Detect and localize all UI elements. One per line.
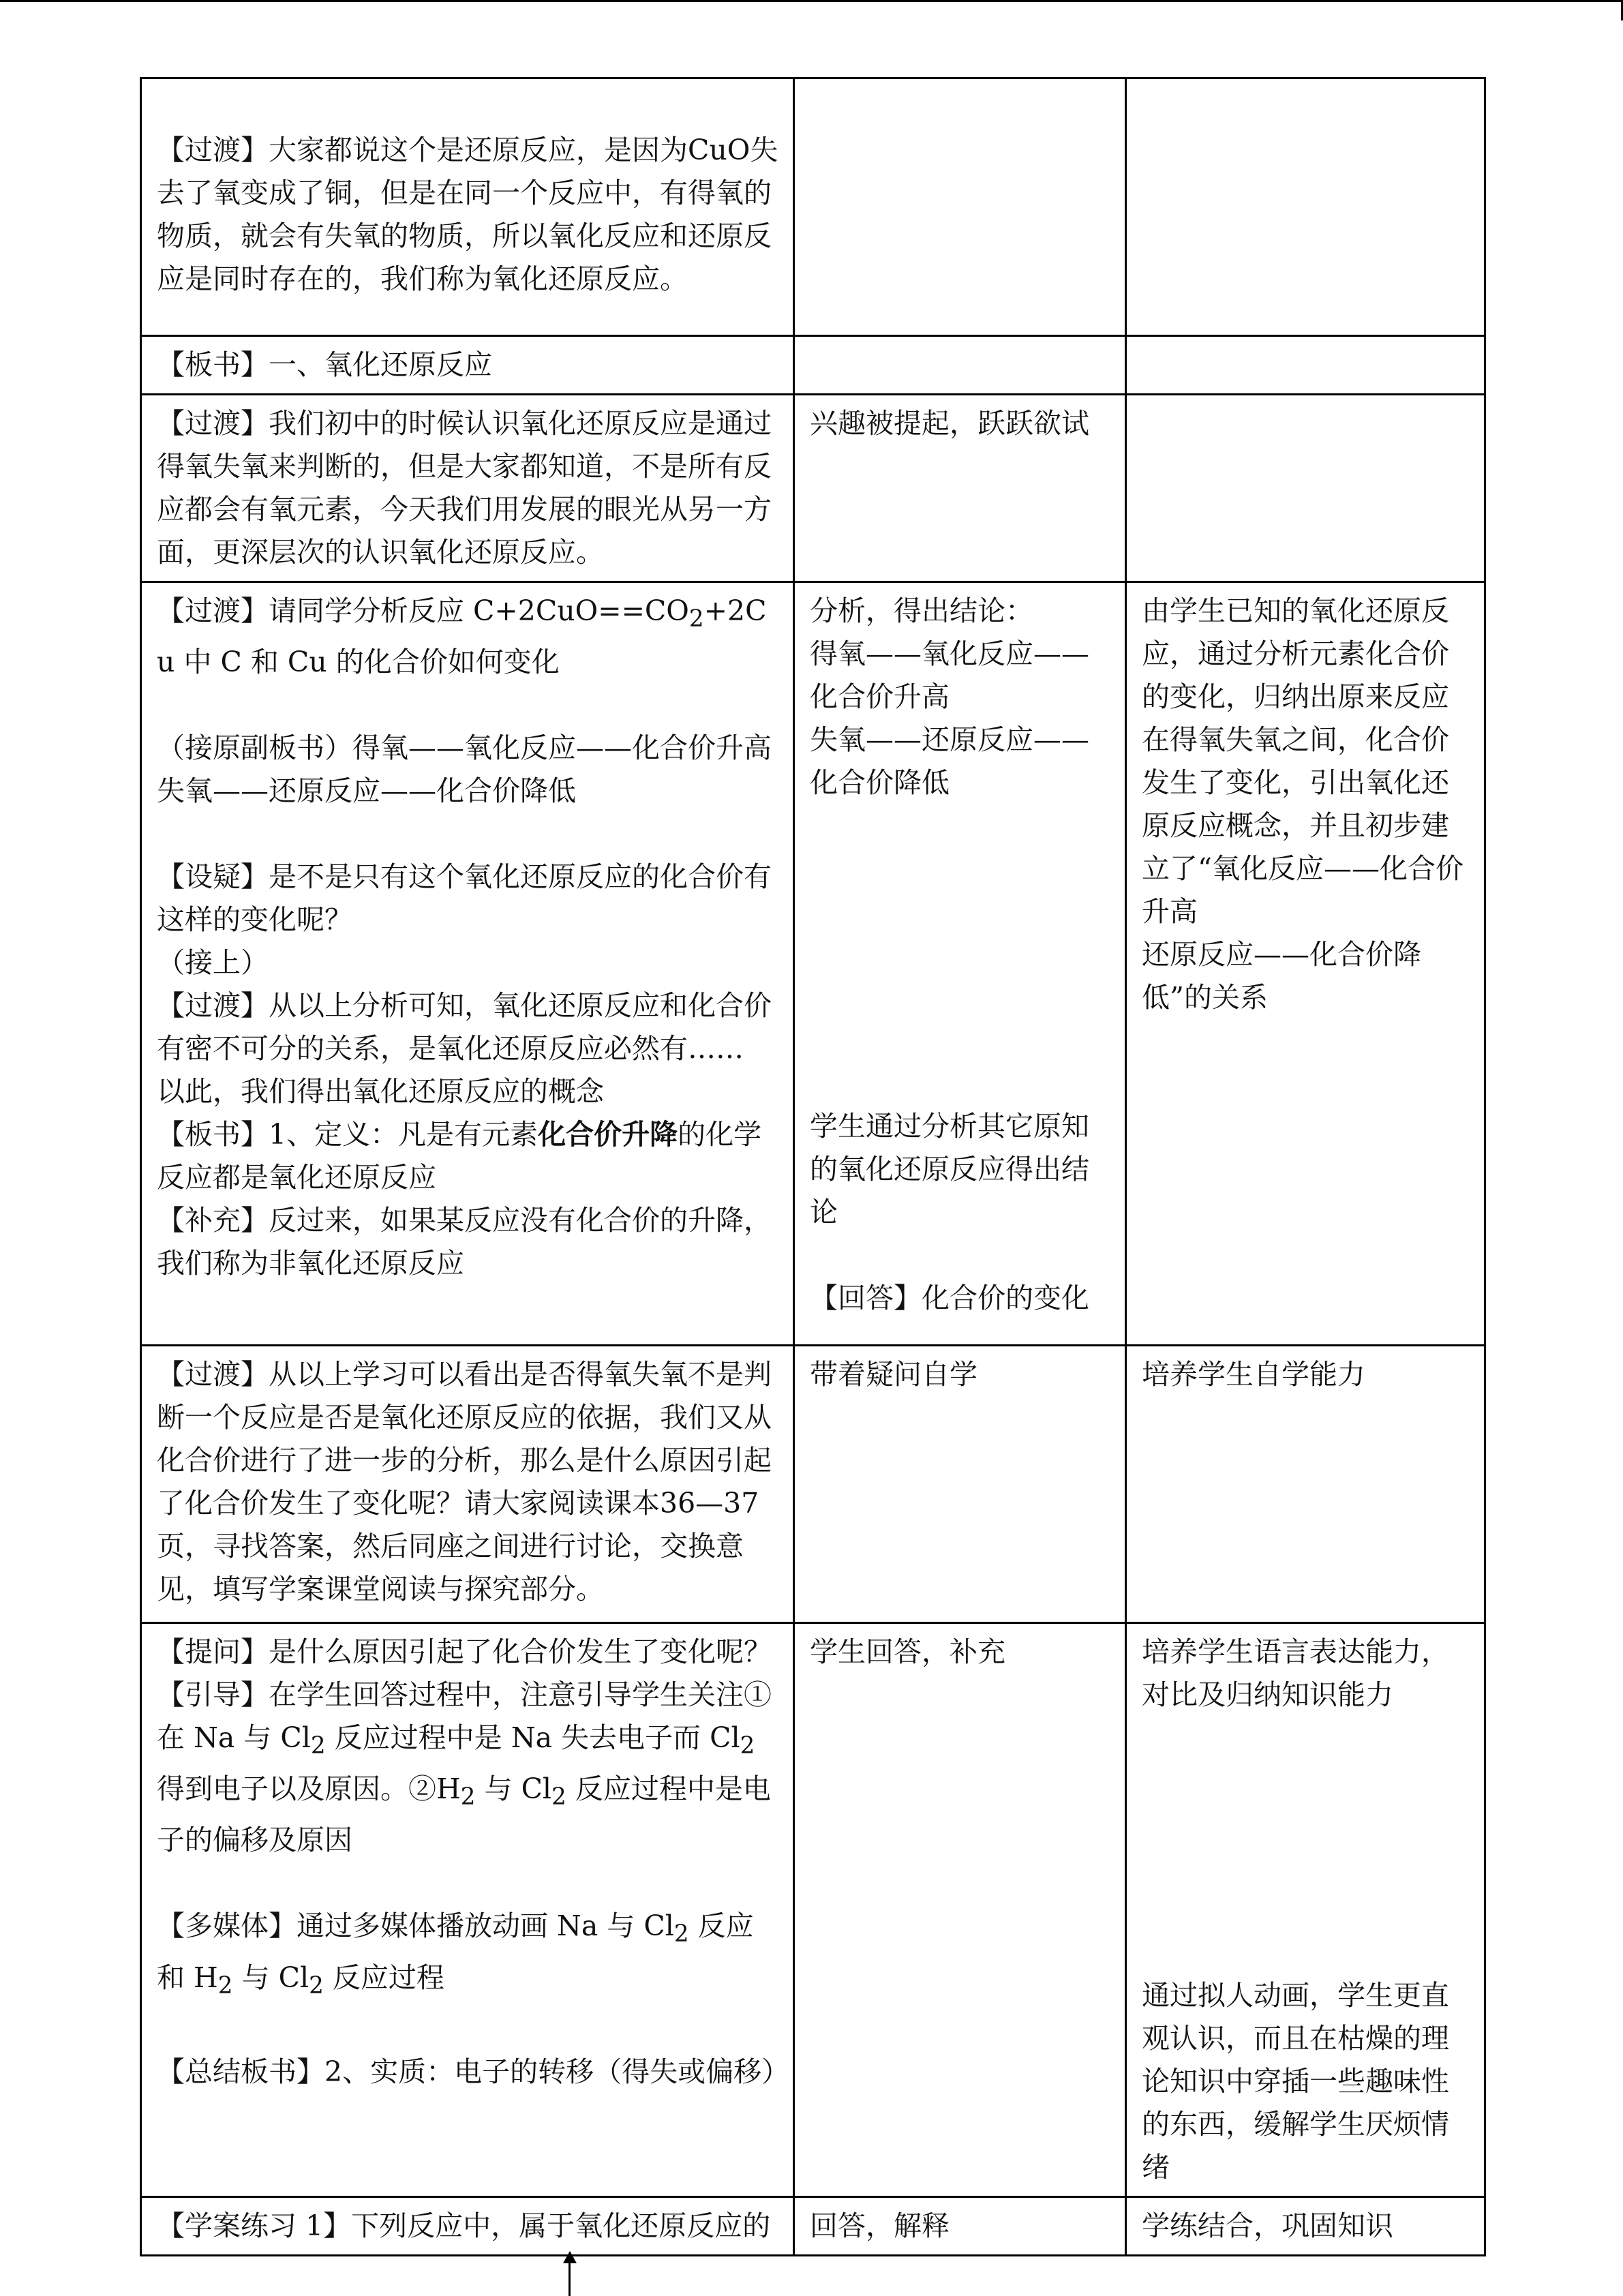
student-cell	[794, 336, 1126, 395]
text-run: 得氧——氧化反应——化合价升高	[810, 637, 1089, 713]
text-run: 与 Cl	[232, 1961, 309, 1994]
text-run: 以此，我们得出氧化还原反应的概念	[157, 1075, 604, 1108]
text-run: （接上）	[157, 946, 269, 980]
lesson-plan-body	[141, 78, 1485, 2256]
text-run: 【过渡】从以上分析可知，氧化还原反应和化合价有密不可分的关系，是氧化还原反应必然有……	[157, 989, 772, 1066]
teacher-cell	[141, 582, 794, 1346]
cell-paragraph	[1142, 1974, 1472, 2189]
text-run: 【设疑】是不是只有这个氧化还原反应的化合价有这样的变化呢？	[157, 860, 772, 937]
cell-paragraph	[157, 727, 780, 770]
text-run: 【补充】反过来，如果某反应没有化合价的升降，我们称为非氧化还原反应	[157, 1204, 772, 1280]
cell-paragraph	[157, 1070, 780, 1113]
cell-paragraph	[1142, 1845, 1472, 1888]
subscript: 2	[740, 1732, 755, 1760]
text-run: 失氧——还原反应——化合价降低	[157, 774, 576, 808]
cell-paragraph	[1142, 1353, 1472, 1396]
table-row	[141, 78, 1485, 336]
student-cell	[794, 1623, 1126, 2197]
text-run: 得到电子以及原因。②H	[157, 1772, 461, 1806]
student-cell	[794, 395, 1126, 582]
cell-paragraph	[157, 1674, 780, 1862]
text-run: 通过拟人动画，学生更直观认识，而且在枯燥的理论知识中穿插一些趣味性的东西，缓解学生厌烦情绪	[1142, 1979, 1449, 2184]
student-cell	[794, 1346, 1126, 1623]
cell-paragraph	[157, 1113, 780, 1199]
text-run: 学生回答，补充	[810, 1635, 1005, 1668]
lesson-plan-table	[140, 77, 1486, 2256]
cell-paragraph	[810, 804, 1112, 847]
text-run: 【板书】1、定义：凡是有元素	[157, 1118, 539, 1151]
text-run: 【多媒体】通过多媒体播放动画 Na 与 Cl	[157, 1909, 674, 1943]
teacher-cell	[141, 2197, 794, 2256]
cell-paragraph	[157, 1905, 780, 2007]
teacher-cell	[141, 336, 794, 395]
cell-paragraph	[157, 1199, 780, 1285]
teacher-cell	[141, 1623, 794, 2197]
text-run: 【板书】一、氧化还原反应	[157, 348, 492, 381]
text-run: 由学生已知的氧化还原反应，通过分析元素化合价的变化，归纳出原来反应在得氧失氧之间，化合价发生了变化，引出氧化还原反应概念，并且初步建立了“氧化反应——化合价升高	[1142, 594, 1463, 928]
cell-paragraph	[810, 1234, 1112, 1277]
text-run: 反应和 H	[157, 1909, 754, 1994]
cell-paragraph	[810, 402, 1112, 445]
text-run: 兴趣被提起，跃跃欲试	[810, 407, 1089, 440]
cell-paragraph	[810, 1353, 1112, 1396]
intent-cell	[1126, 395, 1485, 582]
table-row	[141, 2197, 1485, 2256]
intent-cell	[1126, 1346, 1485, 1623]
teacher-cell	[141, 395, 794, 582]
cell-paragraph	[810, 1631, 1112, 1674]
text-run: 培养学生语言表达能力，对比及归纳知识能力	[1142, 1635, 1449, 1711]
subscript: 2	[673, 1920, 689, 1948]
subscript: 2	[217, 1972, 233, 1999]
text-run: 反应过程	[323, 1961, 444, 1994]
table-row	[141, 582, 1485, 1346]
cell-paragraph	[157, 984, 780, 1070]
table-row	[141, 1623, 1485, 2197]
subscript: 2	[309, 1972, 324, 1999]
text-run: 失氧——还原反应——化合价降低	[810, 723, 1089, 799]
text-run: 【引导】在学生回答过程中，注意引导学生关注①在 Na 与 Cl	[157, 1678, 772, 1754]
text-run: 【学案练习 1】下列反应中，属于氧化还原反应的	[157, 2209, 771, 2242]
text-run: 带着疑问自学	[810, 1358, 977, 1391]
cell-paragraph	[810, 590, 1112, 633]
text-run: +2Cu 中 C 和 Cu 的化合价如何变化	[157, 594, 767, 679]
text-run: （接原副板书）得氧——氧化反应——化合价升高	[157, 731, 772, 765]
cell-paragraph	[810, 1019, 1112, 1062]
student-cell	[794, 582, 1126, 1346]
text-run: 【过渡】我们初中的时候认识氧化还原反应是通过得氧失氧来判断的，但是大家都知道，不是所有反应都会有氧元素，今天我们用发展的眼光从另一方面，更深层次的认识氧化还原反应。	[157, 407, 772, 569]
text-run: 反应过程中是电子的偏移及原因	[157, 1772, 771, 1857]
cell-paragraph	[1142, 1888, 1472, 1931]
text-run: 还原反应——化合价降低”的关系	[1142, 938, 1421, 1014]
cell-paragraph	[1142, 590, 1472, 933]
text-run: 与 Cl	[475, 1772, 552, 1806]
subscript: 2	[310, 1732, 326, 1760]
text-run: 【总结板书】2、实质：电子的转移（得失或偏移）	[157, 2055, 790, 2088]
cell-paragraph	[810, 633, 1112, 719]
cell-paragraph	[810, 1105, 1112, 1234]
cell-paragraph	[1142, 933, 1472, 1019]
intent-cell	[1126, 582, 1485, 1346]
text-run: 的化学反应都是氧化还原反应	[157, 1118, 762, 1194]
cell-paragraph	[157, 2008, 780, 2051]
cell-paragraph	[810, 847, 1112, 890]
intent-cell	[1126, 2197, 1485, 2256]
table-row	[141, 395, 1485, 582]
bold-text: 化合价升降	[538, 1118, 678, 1151]
cell-paragraph	[157, 129, 780, 301]
cell-paragraph	[157, 1862, 780, 1905]
cell-paragraph	[810, 976, 1112, 1019]
cell-paragraph	[157, 2205, 780, 2248]
cell-paragraph	[810, 719, 1112, 804]
cell-paragraph	[157, 344, 780, 387]
intent-cell	[1126, 1623, 1485, 2197]
text-run: 【提问】是什么原因引起了化合价发生了变化呢？	[157, 1635, 772, 1668]
cell-paragraph	[810, 2205, 1112, 2248]
student-cell	[794, 78, 1126, 336]
cell-paragraph	[157, 813, 780, 856]
table-row	[141, 336, 1485, 395]
up-arrow-icon	[560, 2251, 580, 2295]
text-run: 学生通过分析其它原知的氧化还原反应得出结论	[810, 1110, 1089, 1228]
intent-cell	[1126, 78, 1485, 336]
teacher-cell	[141, 78, 794, 336]
text-run: 【回答】化合价的变化	[810, 1282, 1089, 1314]
cell-paragraph	[1142, 2205, 1472, 2248]
cell-paragraph	[157, 684, 780, 727]
text-run: 回答，解释	[810, 2209, 950, 2242]
cell-paragraph	[1142, 1759, 1472, 1802]
subscript: 2	[688, 605, 704, 633]
cell-paragraph	[157, 941, 780, 984]
text-run: 分析，得出结论：	[810, 594, 1033, 627]
page-top-rule	[0, 0, 1623, 2]
cell-paragraph	[157, 2051, 790, 2094]
cell-paragraph	[810, 1062, 1112, 1105]
text-run: 反应过程中是 Na 失去电子而 Cl	[325, 1721, 740, 1754]
student-cell	[794, 2197, 1126, 2256]
teacher-cell	[141, 1346, 794, 1623]
cell-paragraph	[810, 933, 1112, 976]
table-row	[141, 1346, 1485, 1623]
cell-paragraph	[1142, 1802, 1472, 1845]
cell-paragraph	[157, 770, 780, 813]
text-run: 培养学生自学能力	[1142, 1358, 1365, 1391]
cell-paragraph	[1142, 1631, 1472, 1717]
arrow-shaft	[568, 2261, 571, 2296]
cell-paragraph	[810, 1277, 1112, 1320]
text-run: 【过渡】从以上学习可以看出是否得氧失氧不是判断一个反应是否是氧化还原反应的依据，我们又从化合价进行了进一步的分析，那么是什么原因引起了化合价发生了变化呢？请大家阅读课本36—37页，寻找答案，然后同座之间进行讨论，交换意见，填写学案课堂阅读与探究部分。	[157, 1358, 772, 1605]
intent-cell	[1126, 336, 1485, 395]
cell-paragraph	[1142, 1931, 1472, 1974]
cell-paragraph	[157, 86, 780, 129]
subscript: 2	[460, 1783, 476, 1811]
text-run: 【过渡】请同学分析反应 C+2CuO==CO	[157, 594, 689, 627]
cell-paragraph	[157, 856, 780, 941]
cell-paragraph	[810, 890, 1112, 933]
cell-paragraph	[1142, 1717, 1472, 1759]
cell-paragraph	[157, 402, 780, 574]
text-run: 学练结合，巩固知识	[1142, 2209, 1393, 2242]
cell-paragraph	[157, 1353, 780, 1611]
subscript: 2	[551, 1783, 566, 1811]
cell-paragraph	[157, 590, 780, 684]
text-run: 【过渡】大家都说这个是还原反应，是因为CuO失去了氧变成了铜，但是在同一个反应中，有得氧的物质，就会有失氧的物质，所以氧化反应和还原反应是同时存在的，我们称为氧化还原反应。	[157, 134, 778, 295]
cell-paragraph	[157, 1631, 780, 1674]
